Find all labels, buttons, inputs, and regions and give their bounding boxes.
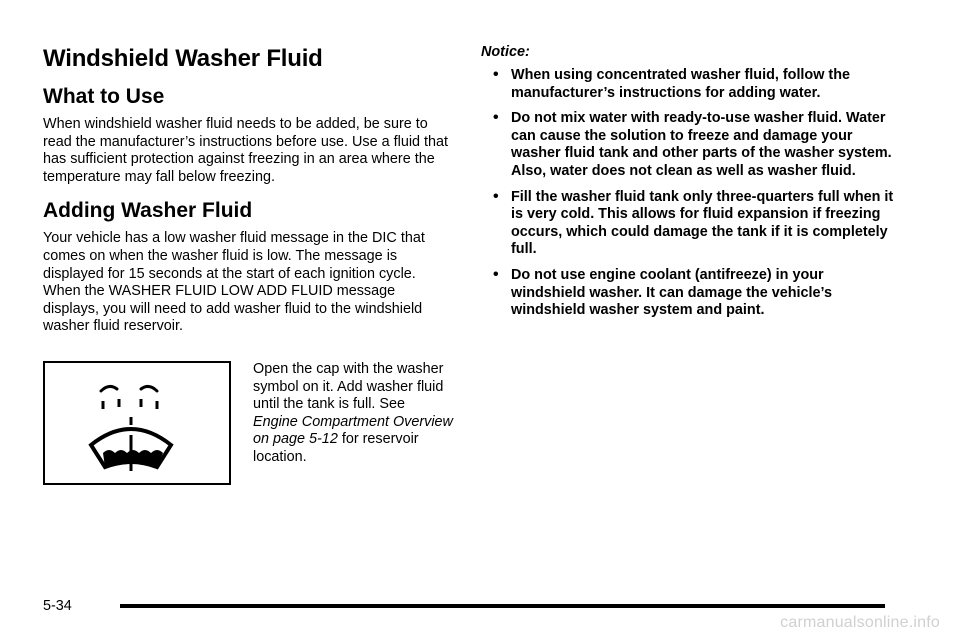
right-column [481, 44, 901, 328]
footer-rule [120, 604, 885, 608]
notice-list [481, 67, 901, 320]
adding-washer-fluid-paragraph: Your vehicle has a low washer fluid message in the DIC that comes on when the washer fluid is low. The message is displayed for 15 seconds at the start of each ignition cycle. When the WASHER FLUID LOW ADD FLUID message displays, you will need to add washer fluid to the windshield washer fluid reservoir. [43, 230, 425, 335]
figure-caption [253, 361, 453, 467]
what-to-use-heading: What to Use [43, 85, 165, 108]
notice-item: • Do not mix water with ready-to-use washer fluid. Water can cause the solution to freeze and damage your washer fluid tank and other parts of the washer system. Also, water does not clean as well as washer fluid. [481, 110, 901, 180]
caption-text-before: Open the cap with the washer symbol on it. Add washer fluid until the tank is full. See [253, 360, 444, 413]
page-number: 5-34 [43, 598, 72, 614]
notice-item: • Fill the washer fluid tank only three-quarters full when it is very cold. This allows for fluid expansion if freezing occurs, which could damage the tank if it is completely full. [481, 189, 901, 259]
caption-text-after: for reservoir location. [253, 431, 419, 465]
engine-compartment-link[interactable]: Engine Compartment Overview on page 5-12 [253, 413, 453, 448]
washer-symbol-icon [45, 363, 229, 483]
watermark: carmanualsonline.info [780, 614, 940, 631]
washer-figure [43, 361, 453, 501]
page-title: Windshield Washer Fluid [43, 45, 323, 72]
notice-item: • When using concentrated washer fluid, follow the manufacturer’s instructions for adding water. [481, 67, 901, 102]
notice-item: • Do not use engine coolant (antifreeze) in your windshield washer. It can damage the vehicle’s windshield washer system and paint. [481, 267, 901, 320]
washer-symbol-box [43, 361, 231, 485]
left-column [43, 44, 453, 501]
adding-washer-fluid-heading: Adding Washer Fluid [43, 199, 253, 223]
what-to-use-paragraph: When windshield washer fluid needs to be added, be sure to read the manufacturer’s instructions before use. Use a fluid that has sufficient protection against freezing in an area where the temperature may fall below freezing. [43, 116, 449, 185]
notice-title: Notice: [481, 44, 530, 60]
